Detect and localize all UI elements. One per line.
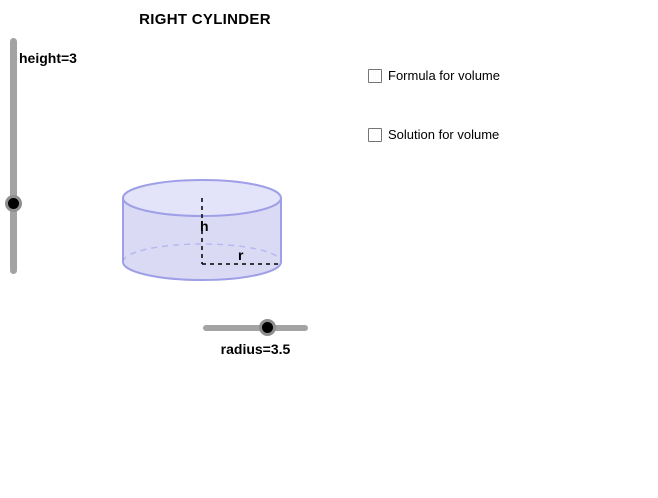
solution-checkbox-label: Solution for volume [388,127,500,142]
radius-dimension-label: r [238,247,244,263]
radius-slider-track[interactable] [203,325,308,331]
radius-slider-thumb[interactable] [259,319,276,336]
height-dimension-label: h [200,218,209,234]
height-slider-label: height=3 [19,50,77,66]
applet-title: RIGHT CYLINDER [139,11,271,28]
solution-checkbox[interactable] [368,128,382,142]
formula-checkbox-row[interactable] [368,68,500,83]
radius-slider-label: radius=3.5 [220,341,291,357]
formula-checkbox-label: Formula for volume [388,68,500,83]
formula-checkbox[interactable] [368,69,382,83]
solution-checkbox-row[interactable] [368,127,499,142]
